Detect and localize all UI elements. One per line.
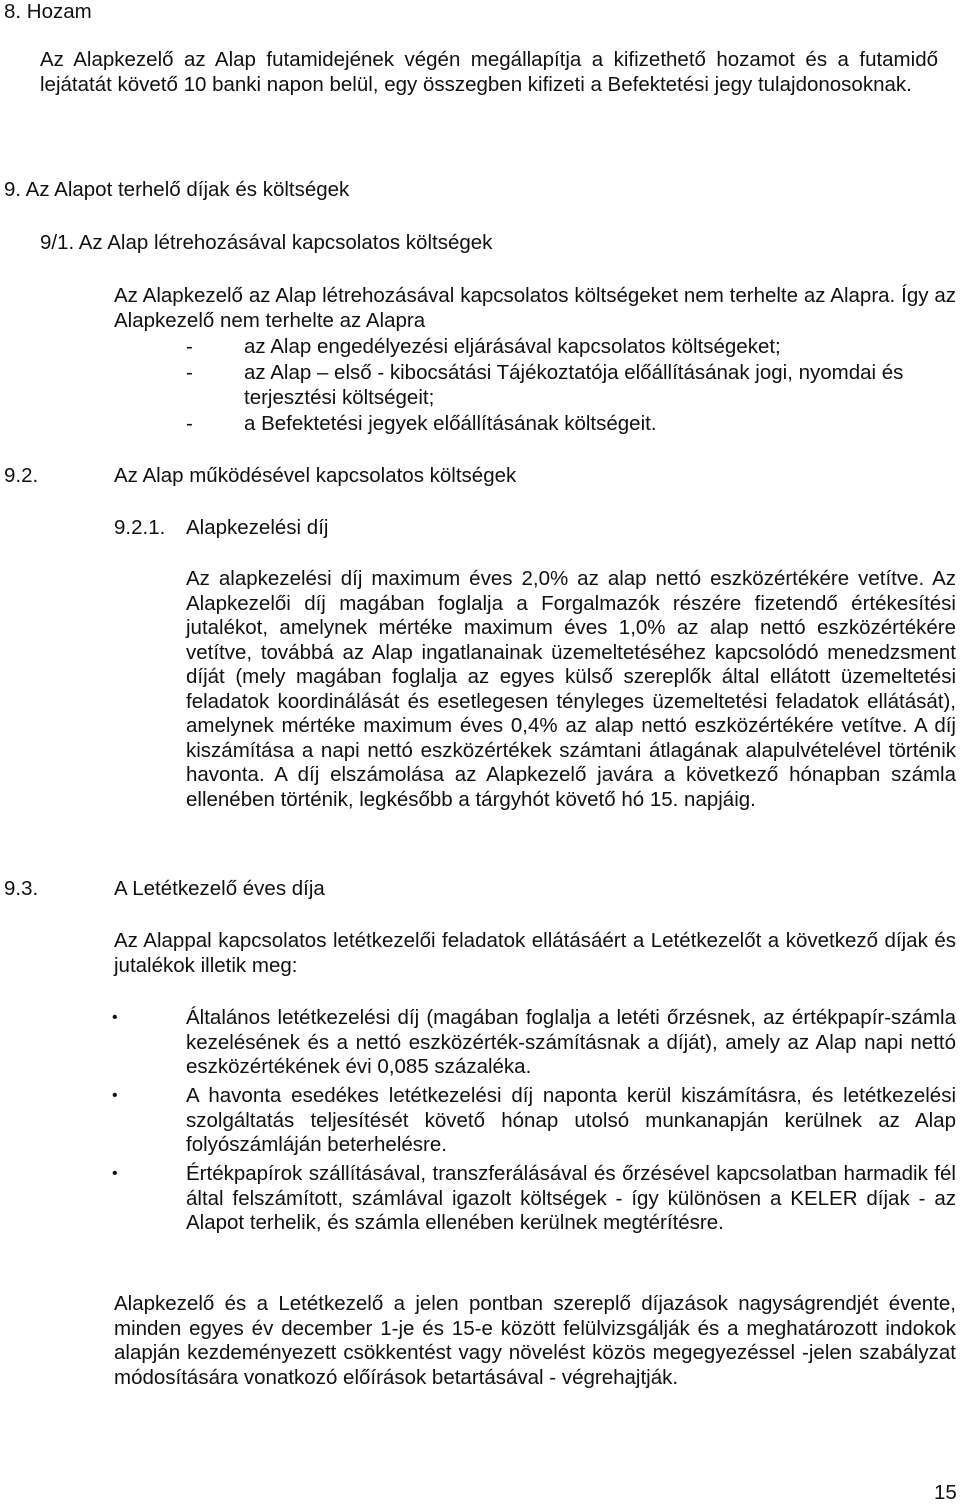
section-9-2-1-title: Alapkezelési díj: [186, 516, 329, 539]
section-9-3-closing-paragraph: Alapkezelő és a Letétkezelő a jelen pontban szereplő díjazások nagyságrendjét évente, minden egyes év december 1-je és 15-e között felülvizsgálják és a meghatározott indokok alapján kezdeményezett csökkentést vagy növelést közös megegyezéssel -jelen szabályzat módosítására vonatkozó előírások betartásával - végrehajtják.: [114, 1292, 956, 1389]
section-8-paragraph: Az Alapkezelő az Alap futamidejének végén megállapítja a kifizethető hozamot és a futamidő lejátatát követő 10 banki napon belül, egy összegben kifizeti a Befektetési jegy tulajdonosoknak.: [40, 48, 938, 96]
section-9-3-intro: Az Alappal kapcsolatos letétkezelői feladatok ellátásáért a Letétkezelőt a következő díjak és jutalékok illetik meg:: [114, 929, 956, 977]
bullet-list-item: Általános letétkezelési díj (magában foglalja a letéti őrzésnek, az értékpapír-számla kezelésének és a nettó eszközérték-számításnak a díját), amely az Alap napi nettó eszközértékének évi 0,085 százaléka.: [186, 1006, 956, 1078]
section-8-heading: 8. Hozam: [4, 0, 92, 23]
dash-marker: -: [186, 361, 193, 384]
bullet-icon: •: [112, 1087, 118, 1104]
section-9-2-number: 9.2.: [4, 464, 39, 487]
bullet-list-item: Értékpapírok szállításával, transzferálásával és őrzésével kapcsolatban harmadik fél által felszámított, számlával igazolt költségek - így különösen a KELER díjak - az Alapot terhelik, és számla ellenében kerülnek megtérítésre.: [186, 1162, 956, 1234]
bullet-list-item: A havonta esedékes letétkezelési díj naponta kerül kiszámításra, és letétkezelési szolgáltatás teljesítését követő hónap utolsó munkanapján kerülnek az Alap folyószámláján beterhelésre.: [186, 1084, 956, 1156]
section-9-1-paragraph: Az Alapkezelő az Alap létrehozásával kapcsolatos költségeket nem terhelte az Alapra. Így az Alapkezelő nem terhelte az Alapra: [114, 284, 956, 332]
dash-list-item: az Alap engedélyezési eljárásával kapcsolatos költségeket;: [244, 335, 781, 358]
section-9-2-1-paragraph: Az alapkezelési díj maximum éves 2,0% az alap nettó eszközértékére vetítve. Az Alapkezelői díj magában foglalja a Forgalmazók részére fizetendő értékesítési jutalékot, amelynek mértéke maximum éves 1,0% az alap nettó eszközértékére vetítve, továbbá az Alap ingatlanainak üzemeltetéséhez kapcsolódó menedzsment díját (mely magában foglalja az egyes külső szereplők által ellátott üzemeltetési feladatok koordinálását és esetlegesen tényleges üzemeltetési feladatok ellátását), amelynek mértéke maximum éves 0,4% az alap nettó eszközértékére vetítve. A díj kiszámítása a napi nettó eszközértékek számtani átlagának alapulvételével történik havonta. A díj elszámolása az Alapkezelő javára a következő hónapban számla ellenében történik, legkésőbb a tárgyhót követő hó 15. napjáig.: [186, 567, 956, 811]
section-9-2-1-number: 9.2.1.: [114, 516, 166, 539]
dash-list-item: az Alap – első - kibocsátási Tájékoztatója előállításának jogi, nyomdai és terjesztési költségeit;: [244, 361, 904, 409]
dash-marker: -: [186, 412, 193, 435]
section-9-2-title: Az Alap működésével kapcsolatos költségek: [114, 464, 517, 487]
section-9-1-heading: 9/1. Az Alap létrehozásával kapcsolatos költségek: [40, 231, 493, 254]
section-9-heading: 9. Az Alapot terhelő díjak és költségek: [4, 178, 350, 201]
bullet-icon: •: [112, 1009, 118, 1026]
page-number: 15: [934, 1481, 957, 1504]
section-9-3-number: 9.3.: [4, 877, 39, 900]
dash-marker: -: [186, 335, 193, 358]
dash-list-item: a Befektetési jegyek előállításának költségeit.: [244, 412, 657, 435]
section-9-3-title: A Letétkezelő éves díja: [114, 877, 325, 900]
bullet-icon: •: [112, 1165, 118, 1182]
